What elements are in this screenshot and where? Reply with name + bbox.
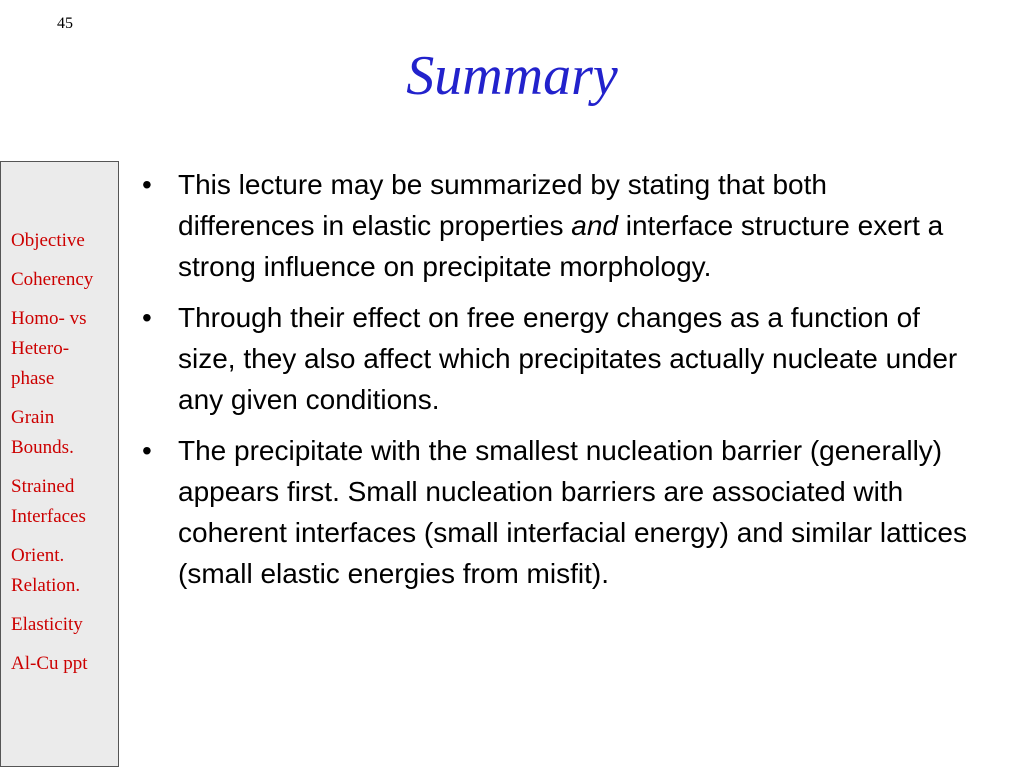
navigation-list [11, 226, 131, 688]
bullet-item [138, 297, 968, 420]
bullet-marker: • [142, 302, 152, 333]
slide-title: Summary [406, 45, 618, 107]
bullet-marker: • [142, 169, 152, 200]
emphasis-text: and [571, 210, 618, 241]
nav-link-al-cu-ppt[interactable]: Al-Cu ppt [11, 653, 88, 674]
bullet-marker: • [142, 435, 152, 466]
nav-link-elasticity[interactable]: Elasticity [11, 614, 83, 635]
page-number: 45 [57, 15, 73, 32]
nav-link-orient-relation[interactable]: Orient. Relation. [11, 545, 81, 596]
nav-link-coherency[interactable]: Coherency [11, 269, 94, 290]
bullet-text: The precipitate with the smallest nucleation barrier (generally) appears first. Small nucleation barriers are associated with coherent interfaces (small interfacial energy) and similar lattices (small elastic energies from misfit). [178, 435, 967, 589]
bullet-item [138, 164, 968, 287]
bullet-item [138, 430, 968, 594]
nav-link-strained-interfaces[interactable]: Strained Interfaces [11, 476, 86, 527]
bullet-text-part: This lecture may be summarized by stating that both differences in elastic properties [178, 169, 827, 241]
bullet-text [178, 169, 943, 282]
bullet-text: Through their effect on free energy changes as a function of size, they also affect which precipitates actually nucleate under any given conditions. [178, 302, 958, 415]
nav-link-grain-bounds[interactable]: Grain Bounds. [11, 407, 74, 458]
nav-link-objective[interactable]: Objective [11, 230, 85, 251]
summary-bullet-list [138, 164, 968, 604]
nav-link-homo-vs-hetero-phase[interactable]: Homo- vs Hetero- phase [11, 308, 87, 389]
bullet-text-part: interface structure exert a strong influence on precipitate morphology. [178, 210, 944, 282]
